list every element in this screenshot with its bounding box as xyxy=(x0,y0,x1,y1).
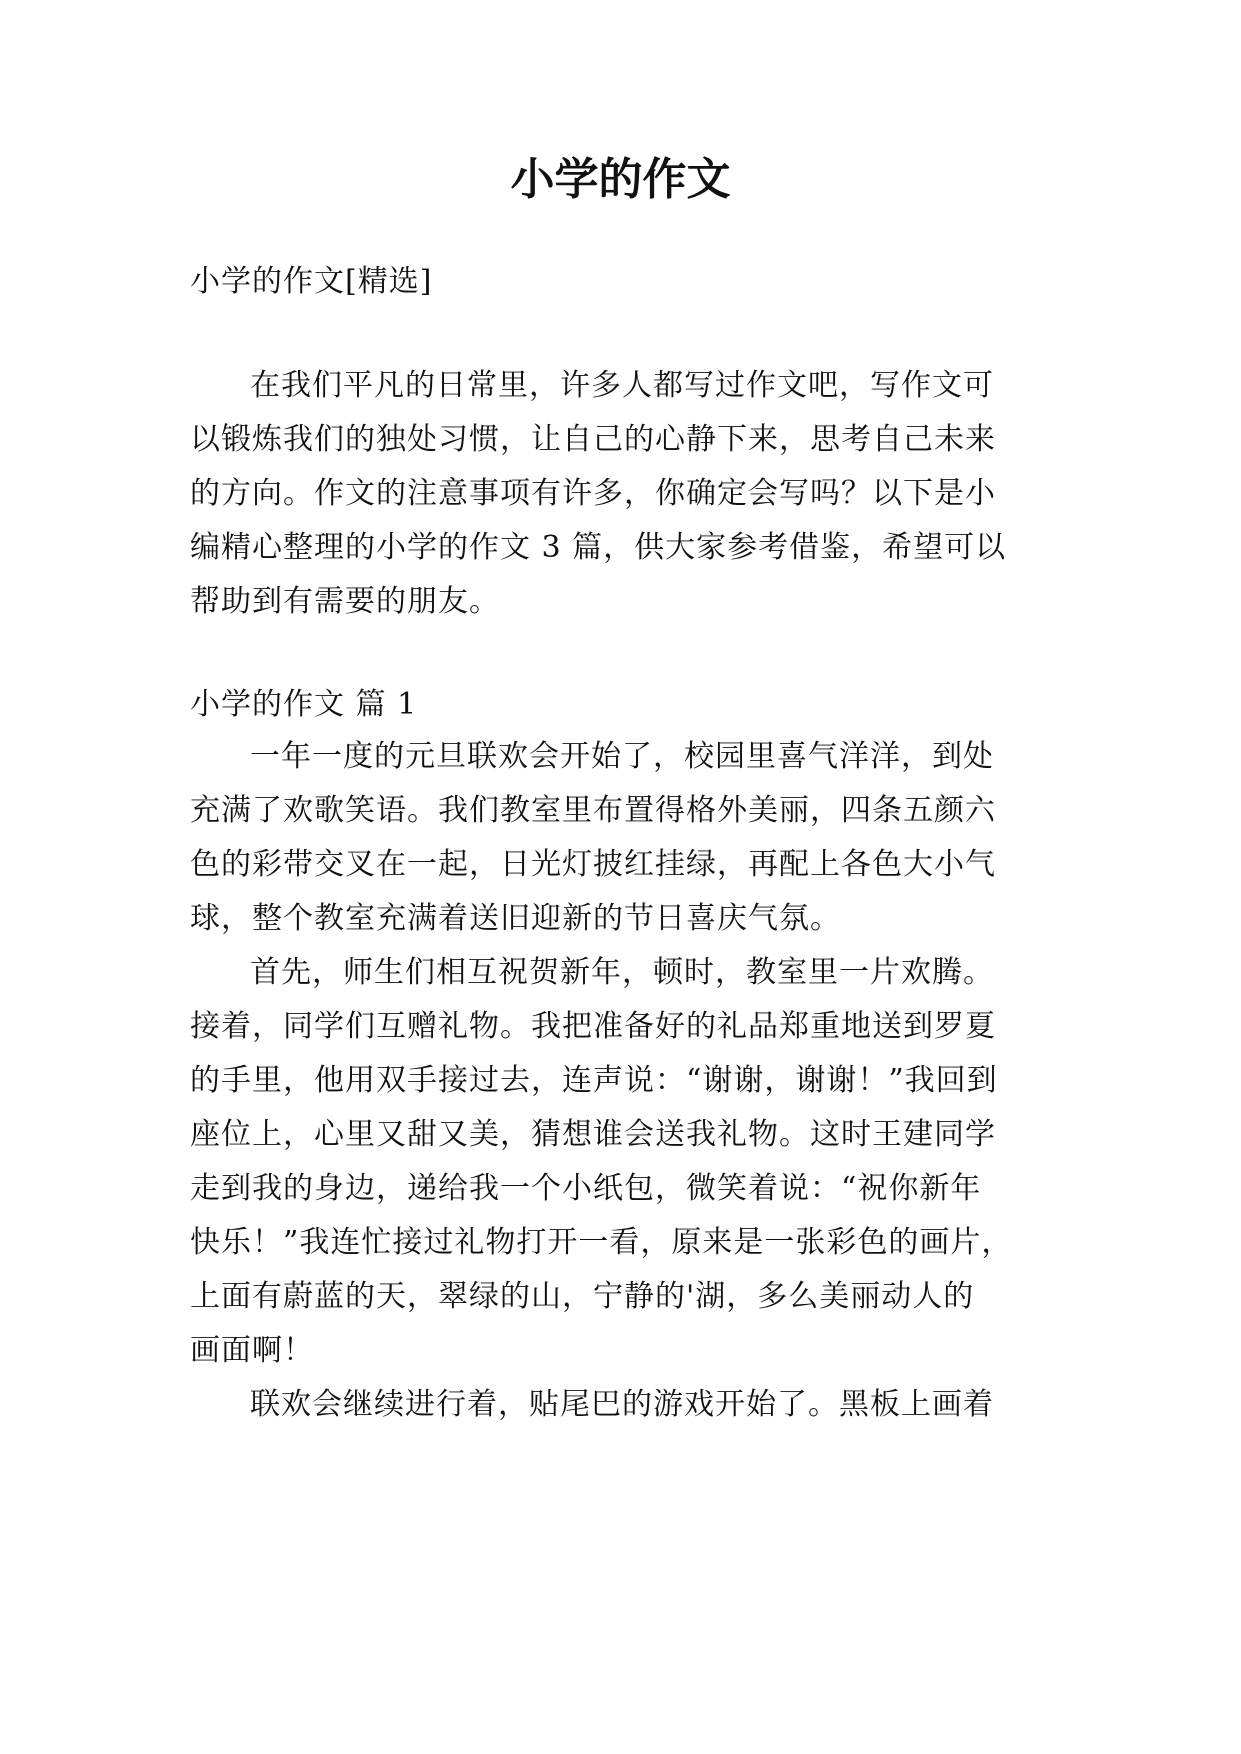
paragraph-line: 座位上，心里又甜又美，猜想谁会送我礼物。这时王建同学 xyxy=(190,1117,996,1152)
paragraph-line: 走到我的身边，递给我一个小纸包，微笑着说：“祝你新年 xyxy=(190,1171,982,1206)
paragraph-line: 色的彩带交叉在一起，日光灯披红挂绿，再配上各色大小气 xyxy=(190,847,996,882)
paragraph-line: 充满了欢歌笑语。我们教室里布置得格外美丽，四条五颜六 xyxy=(190,793,996,828)
section-heading: 小学的作文 篇 1 xyxy=(190,687,418,722)
intro-line: 编精心整理的小学的作文 3 篇，供大家参考借鉴，希望可以 xyxy=(190,530,1007,565)
paragraph-line: 画面啊！ xyxy=(190,1333,314,1368)
paragraph-line: 一年一度的元旦联欢会开始了，校园里喜气洋洋，到处 xyxy=(250,739,994,774)
paragraph-line: 首先，师生们相互祝贺新年，顿时，教室里一片欢腾。 xyxy=(250,955,994,990)
paragraph-line: 快乐！”我连忙接过礼物打开一看，原来是一张彩色的画片， xyxy=(190,1225,1013,1260)
intro-line: 在我们平凡的日常里，许多人都写过作文吧，写作文可 xyxy=(250,368,994,403)
intro-line: 的方向。作文的注意事项有许多，你确定会写吗？以下是小 xyxy=(190,476,996,511)
intro-line: 帮助到有需要的朋友。 xyxy=(190,584,500,619)
subtitle: 小学的作文[精选] xyxy=(190,264,433,299)
document-title: 小学的作文 xyxy=(510,154,731,205)
paragraph-line: 联欢会继续进行着，贴尾巴的游戏开始了。黑板上画着 xyxy=(250,1387,994,1422)
paragraph-line: 接着，同学们互赠礼物。我把准备好的礼品郑重地送到罗夏 xyxy=(190,1009,996,1044)
paragraph-line: 球，整个教室充满着送旧迎新的节日喜庆气氛。 xyxy=(190,901,841,936)
paragraph-line: 的手里，他用双手接过去，连声说：“谢谢，谢谢！”我回到 xyxy=(190,1063,998,1098)
paragraph-line: 上面有蔚蓝的天，翠绿的山，宁静的'湖，多么美丽动人的 xyxy=(190,1279,975,1314)
intro-line: 以锻炼我们的独处习惯，让自己的心静下来，思考自己未来 xyxy=(190,422,996,457)
